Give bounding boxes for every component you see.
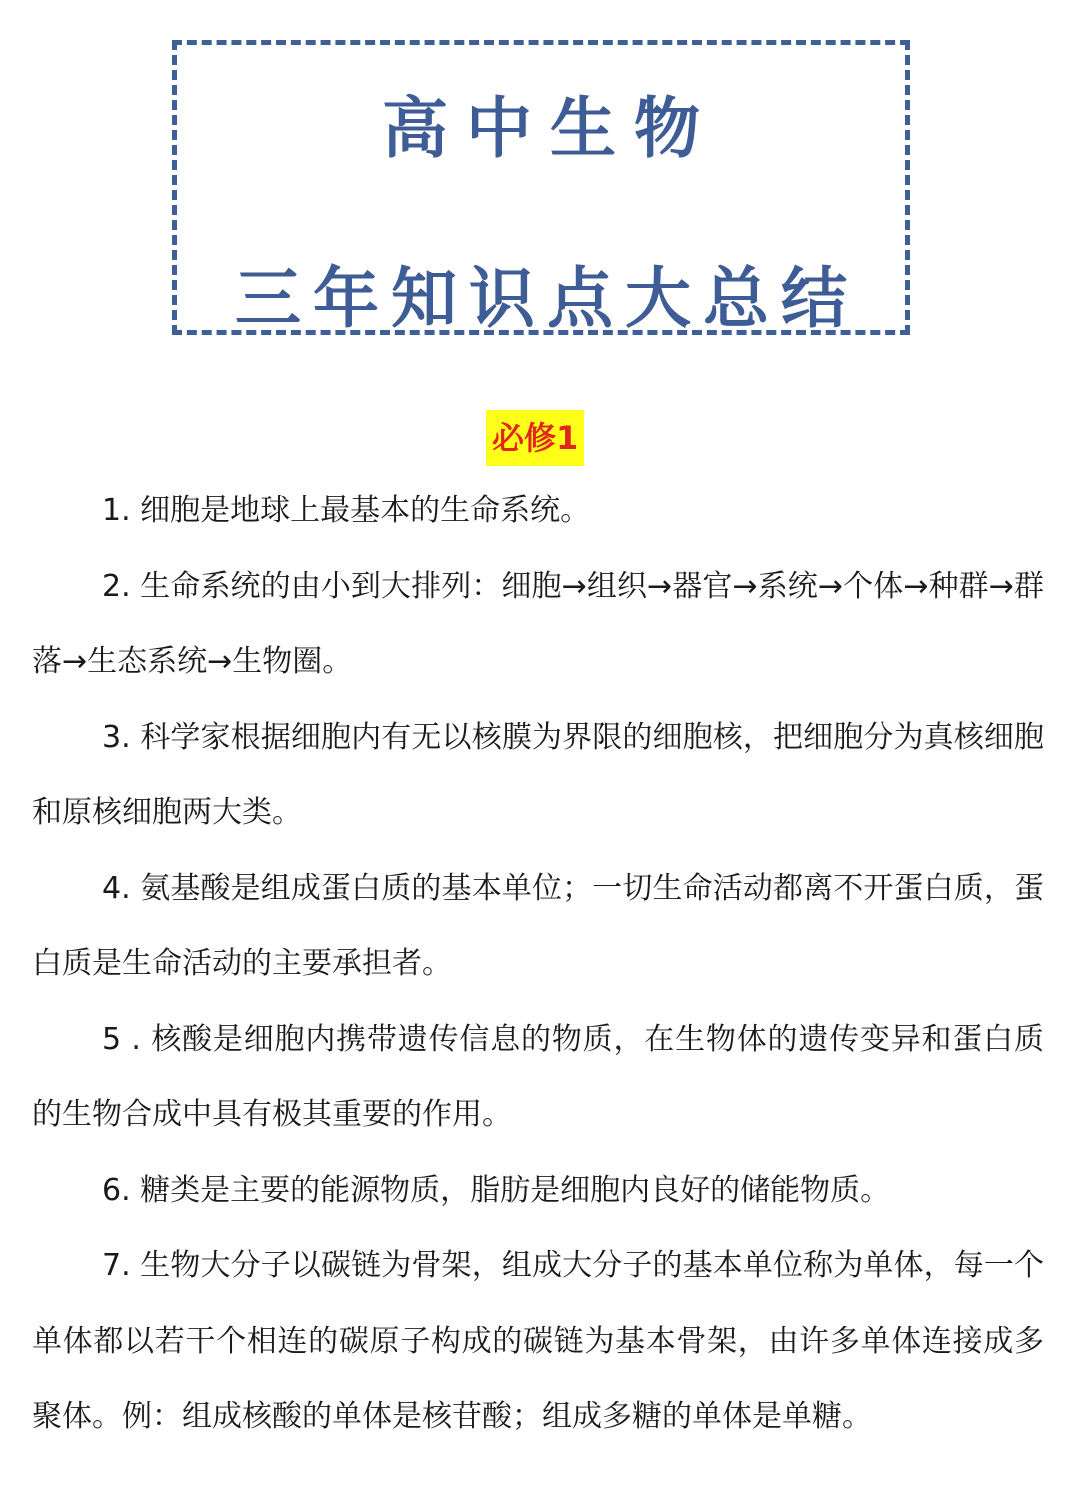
- main-title: 高中生物: [382, 90, 718, 167]
- paragraph-7: 7. 生物大分子以碳链为骨架，组成大分子的基本单位称为单体，每一个单体都以若干个相连的碳原子构成的碳链为基本骨架，由许多单体连接成多聚体。例：组成核酸的单体是核苷酸；组成多糖的单体是单糖。: [32, 1248, 1044, 1434]
- content-body: [32, 473, 1044, 1455]
- title-box: [172, 40, 910, 335]
- paragraph-2: 2. 生命系统的由小到大排列：细胞→组织→器官→系统→个体→种群→群落→生态系统→生物圈。: [32, 568, 1044, 679]
- paragraph-4: 4. 氨基酸是组成蛋白质的基本单位；一切生命活动都离不开蛋白质，蛋白质是生命活动的主要承担者。: [32, 870, 1044, 981]
- paragraph-6: 6. 糖类是主要的能源物质，脂肪是细胞内良好的储能物质。: [102, 1172, 891, 1208]
- paragraph-1: 1. 细胞是地球上最基本的生命系统。: [102, 493, 591, 528]
- subtitle: 三年知识点大总结: [235, 260, 859, 337]
- paragraph-5: 5 . 核酸是细胞内携带遗传信息的物质，在生物体的遗传变异和蛋白质的生物合成中具有极其重要的作用。: [32, 1021, 1044, 1132]
- paragraph-3: 3. 科学家根据细胞内有无以核膜为界限的细胞核，把细胞分为真核细胞和原核细胞两大类。: [32, 719, 1044, 830]
- section-heading: 必修1: [486, 410, 584, 466]
